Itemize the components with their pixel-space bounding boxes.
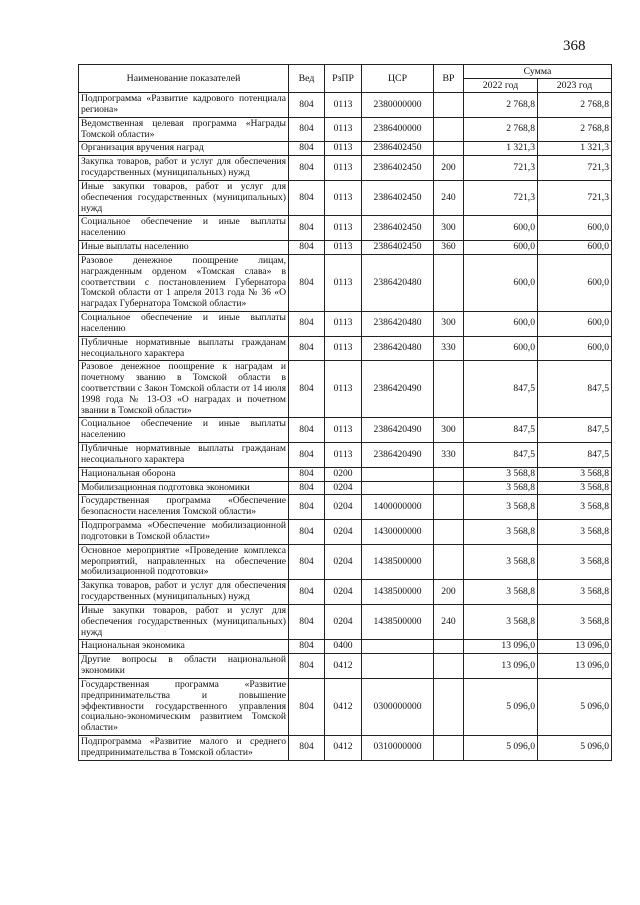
row-name: Разовое денежное поощрение лицам, награжденным орденом «Томская слава» в соответствии с постановлением Губернатора Томской области от 1 апреля 2013 года № 36 «О наградах Губернатора Томской области» — [79, 254, 289, 311]
row-vr: 200 — [434, 580, 464, 605]
row-csr: 2386402450 — [362, 216, 434, 241]
row-ved: 804 — [289, 117, 325, 142]
row-rzpr: 0113 — [325, 418, 362, 443]
header-rzpr: РзПР — [325, 65, 362, 93]
table-row — [79, 254, 612, 311]
row-csr: 2380000000 — [362, 93, 434, 118]
header-name: Наименование показателей — [79, 65, 289, 93]
row-sum-2023: 847,5 — [538, 361, 612, 418]
row-sum-2022: 600,0 — [464, 336, 538, 361]
row-csr: 1430000000 — [362, 520, 434, 545]
row-vr: 200 — [434, 156, 464, 181]
page-number: 368 — [563, 38, 586, 54]
row-sum-2023: 721,3 — [538, 156, 612, 181]
row-sum-2023: 3 568,8 — [538, 520, 612, 545]
row-vr — [434, 254, 464, 311]
row-sum-2022: 13 096,0 — [464, 654, 538, 679]
row-sum-2022: 600,0 — [464, 312, 538, 337]
row-vr — [434, 142, 464, 156]
row-name: Подпрограмма «Развитие кадрового потенциала региона» — [79, 93, 289, 118]
table-row — [79, 142, 612, 156]
row-name: Иные выплаты населению — [79, 241, 289, 255]
header-year-2023: 2023 год — [538, 79, 612, 93]
header-sum: Сумма — [464, 65, 612, 79]
row-vr: 300 — [434, 418, 464, 443]
row-csr: 2386420480 — [362, 254, 434, 311]
row-rzpr: 0204 — [325, 580, 362, 605]
row-name: Основное мероприятие «Проведение комплекса мероприятий, направленных на обеспечение мобилизационной подготовки» — [79, 544, 289, 579]
row-ved: 804 — [289, 580, 325, 605]
row-ved: 804 — [289, 654, 325, 679]
row-vr — [434, 736, 464, 761]
row-sum-2023: 847,5 — [538, 443, 612, 468]
table-body — [79, 93, 612, 761]
row-rzpr: 0113 — [325, 443, 362, 468]
row-sum-2022: 3 568,8 — [464, 520, 538, 545]
row-csr: 0300000000 — [362, 678, 434, 735]
row-ved: 804 — [289, 678, 325, 735]
row-csr: 2386420490 — [362, 418, 434, 443]
row-rzpr: 0113 — [325, 312, 362, 337]
row-name: Социальное обеспечение и иные выплаты населению — [79, 312, 289, 337]
row-ved: 804 — [289, 241, 325, 255]
row-csr: 2386400000 — [362, 117, 434, 142]
header-vr: ВР — [434, 65, 464, 93]
table-row — [79, 336, 612, 361]
row-sum-2022: 847,5 — [464, 443, 538, 468]
row-sum-2023: 3 568,8 — [538, 604, 612, 639]
row-sum-2023: 3 568,8 — [538, 495, 612, 520]
row-name: Государственная программа «Развитие предпринимательства и повышение эффективности государственного управления социально-экономическим развитием Томской области» — [79, 678, 289, 735]
row-vr: 240 — [434, 180, 464, 215]
row-name: Разовое денежное поощрение к наградам и почетному званию в Томской области в соответствии с Закон Томской области от 14 июля 1998 года № 13-ОЗ «О наградах и почетном звании в Томской области» — [79, 361, 289, 418]
row-ved: 804 — [289, 180, 325, 215]
row-sum-2022: 721,3 — [464, 180, 538, 215]
row-sum-2023: 721,3 — [538, 180, 612, 215]
table-row — [79, 180, 612, 215]
row-vr — [434, 678, 464, 735]
row-csr: 2386420480 — [362, 312, 434, 337]
table-row — [79, 640, 612, 654]
row-rzpr: 0412 — [325, 678, 362, 735]
row-rzpr: 0113 — [325, 336, 362, 361]
row-vr — [434, 640, 464, 654]
table-row — [79, 312, 612, 337]
table-row — [79, 544, 612, 579]
row-csr — [362, 654, 434, 679]
table-row — [79, 361, 612, 418]
row-ved: 804 — [289, 142, 325, 156]
row-sum-2022: 3 568,8 — [464, 544, 538, 579]
row-vr — [434, 117, 464, 142]
table-row — [79, 156, 612, 181]
row-name: Социальное обеспечение и иные выплаты населению — [79, 418, 289, 443]
table-row — [79, 241, 612, 255]
row-rzpr: 0412 — [325, 736, 362, 761]
row-sum-2022: 5 096,0 — [464, 678, 538, 735]
row-sum-2023: 5 096,0 — [538, 678, 612, 735]
row-sum-2023: 600,0 — [538, 241, 612, 255]
row-name: Подпрограмма «Обеспечение мобилизационной подготовки в Томской области» — [79, 520, 289, 545]
row-sum-2023: 600,0 — [538, 216, 612, 241]
row-ved: 804 — [289, 312, 325, 337]
row-rzpr: 0204 — [325, 604, 362, 639]
row-ved: 804 — [289, 544, 325, 579]
row-sum-2022: 13 096,0 — [464, 640, 538, 654]
row-vr — [434, 544, 464, 579]
row-vr — [434, 654, 464, 679]
row-csr: 1438500000 — [362, 580, 434, 605]
row-sum-2022: 721,3 — [464, 156, 538, 181]
row-sum-2023: 3 568,8 — [538, 580, 612, 605]
table-row — [79, 418, 612, 443]
row-sum-2022: 3 568,8 — [464, 495, 538, 520]
row-sum-2023: 3 568,8 — [538, 467, 612, 481]
row-sum-2022: 3 568,8 — [464, 467, 538, 481]
row-sum-2023: 5 096,0 — [538, 736, 612, 761]
row-csr — [362, 640, 434, 654]
table-row — [79, 481, 612, 495]
row-sum-2023: 3 568,8 — [538, 544, 612, 579]
row-ved: 804 — [289, 467, 325, 481]
table-row — [79, 93, 612, 118]
row-name: Национальная оборона — [79, 467, 289, 481]
table-row — [79, 604, 612, 639]
row-rzpr: 0200 — [325, 467, 362, 481]
row-ved: 804 — [289, 336, 325, 361]
table-row — [79, 654, 612, 679]
row-csr: 2386402450 — [362, 156, 434, 181]
row-rzpr: 0113 — [325, 361, 362, 418]
row-sum-2022: 3 568,8 — [464, 580, 538, 605]
row-sum-2023: 2 768,8 — [538, 117, 612, 142]
row-sum-2023: 13 096,0 — [538, 654, 612, 679]
row-csr: 1400000000 — [362, 495, 434, 520]
row-vr: 300 — [434, 216, 464, 241]
row-name: Публичные нормативные выплаты гражданам несоциального характера — [79, 443, 289, 468]
table-row — [79, 443, 612, 468]
header-ved: Вед — [289, 65, 325, 93]
table-row — [79, 216, 612, 241]
row-rzpr: 0412 — [325, 654, 362, 679]
row-name: Подпрограмма «Развитие малого и среднего предпринимательства в Томской области» — [79, 736, 289, 761]
row-name: Закупка товаров, работ и услуг для обеспечения государственных (муниципальных) нужд — [79, 156, 289, 181]
row-name: Социальное обеспечение и иные выплаты населению — [79, 216, 289, 241]
row-sum-2022: 847,5 — [464, 418, 538, 443]
row-vr — [434, 520, 464, 545]
row-rzpr: 0204 — [325, 520, 362, 545]
row-vr: 330 — [434, 336, 464, 361]
row-name: Закупка товаров, работ и услуг для обеспечения государственных (муниципальных) нужд — [79, 580, 289, 605]
row-csr: 1438500000 — [362, 604, 434, 639]
table-row — [79, 117, 612, 142]
row-csr — [362, 481, 434, 495]
row-csr: 2386402450 — [362, 142, 434, 156]
row-sum-2022: 2 768,8 — [464, 117, 538, 142]
row-vr — [434, 467, 464, 481]
row-csr: 0310000000 — [362, 736, 434, 761]
row-sum-2022: 847,5 — [464, 361, 538, 418]
row-ved: 804 — [289, 495, 325, 520]
row-sum-2023: 600,0 — [538, 312, 612, 337]
row-ved: 804 — [289, 604, 325, 639]
row-sum-2022: 600,0 — [464, 216, 538, 241]
budget-table — [78, 64, 612, 761]
row-sum-2022: 3 568,8 — [464, 604, 538, 639]
row-vr — [434, 93, 464, 118]
row-rzpr: 0113 — [325, 156, 362, 181]
row-ved: 804 — [289, 520, 325, 545]
row-csr: 2386402450 — [362, 241, 434, 255]
row-sum-2023: 2 768,8 — [538, 93, 612, 118]
row-rzpr: 0113 — [325, 241, 362, 255]
row-ved: 804 — [289, 93, 325, 118]
table-row — [79, 520, 612, 545]
row-csr: 2386420490 — [362, 443, 434, 468]
row-sum-2023: 600,0 — [538, 254, 612, 311]
row-name: Национальная экономика — [79, 640, 289, 654]
row-name: Другие вопросы в области национальной экономики — [79, 654, 289, 679]
table-row — [79, 495, 612, 520]
row-name: Государственная программа «Обеспечение безопасности населения Томской области» — [79, 495, 289, 520]
row-rzpr: 0113 — [325, 216, 362, 241]
row-vr: 330 — [434, 443, 464, 468]
row-ved: 804 — [289, 418, 325, 443]
row-sum-2022: 600,0 — [464, 254, 538, 311]
row-ved: 804 — [289, 361, 325, 418]
row-vr — [434, 481, 464, 495]
row-csr: 2386402450 — [362, 180, 434, 215]
row-ved: 804 — [289, 254, 325, 311]
row-rzpr: 0204 — [325, 495, 362, 520]
row-ved: 804 — [289, 443, 325, 468]
row-rzpr: 0204 — [325, 481, 362, 495]
row-ved: 804 — [289, 481, 325, 495]
row-rzpr: 0113 — [325, 117, 362, 142]
row-sum-2022: 3 568,8 — [464, 481, 538, 495]
table-row — [79, 678, 612, 735]
row-sum-2023: 847,5 — [538, 418, 612, 443]
row-sum-2023: 13 096,0 — [538, 640, 612, 654]
table-row — [79, 580, 612, 605]
row-name: Ведомственная целевая программа «Награды Томской области» — [79, 117, 289, 142]
row-csr: 2386420490 — [362, 361, 434, 418]
row-rzpr: 0113 — [325, 180, 362, 215]
row-sum-2022: 600,0 — [464, 241, 538, 255]
row-csr — [362, 467, 434, 481]
row-ved: 804 — [289, 736, 325, 761]
row-name: Иные закупки товаров, работ и услуг для обеспечения государственных (муниципальных) нужд — [79, 180, 289, 215]
row-vr — [434, 361, 464, 418]
row-name: Мобилизационная подготовка экономики — [79, 481, 289, 495]
row-sum-2022: 1 321,3 — [464, 142, 538, 156]
row-vr: 300 — [434, 312, 464, 337]
table-row — [79, 736, 612, 761]
row-csr: 1438500000 — [362, 544, 434, 579]
row-sum-2023: 600,0 — [538, 336, 612, 361]
header-year-2022: 2022 год — [464, 79, 538, 93]
row-vr — [434, 495, 464, 520]
row-rzpr: 0400 — [325, 640, 362, 654]
row-name: Иные закупки товаров, работ и услуг для обеспечения государственных (муниципальных) нужд — [79, 604, 289, 639]
row-csr: 2386420480 — [362, 336, 434, 361]
row-rzpr: 0113 — [325, 142, 362, 156]
row-rzpr: 0113 — [325, 93, 362, 118]
row-sum-2023: 1 321,3 — [538, 142, 612, 156]
row-name: Публичные нормативные выплаты гражданам несоциального характера — [79, 336, 289, 361]
row-sum-2022: 5 096,0 — [464, 736, 538, 761]
row-vr: 240 — [434, 604, 464, 639]
row-name: Организация вручения наград — [79, 142, 289, 156]
row-ved: 804 — [289, 216, 325, 241]
row-vr: 360 — [434, 241, 464, 255]
row-ved: 804 — [289, 640, 325, 654]
row-rzpr: 0204 — [325, 544, 362, 579]
row-ved: 804 — [289, 156, 325, 181]
row-sum-2023: 3 568,8 — [538, 481, 612, 495]
table-row — [79, 467, 612, 481]
row-rzpr: 0113 — [325, 254, 362, 311]
header-csr: ЦСР — [362, 65, 434, 93]
row-sum-2022: 2 768,8 — [464, 93, 538, 118]
